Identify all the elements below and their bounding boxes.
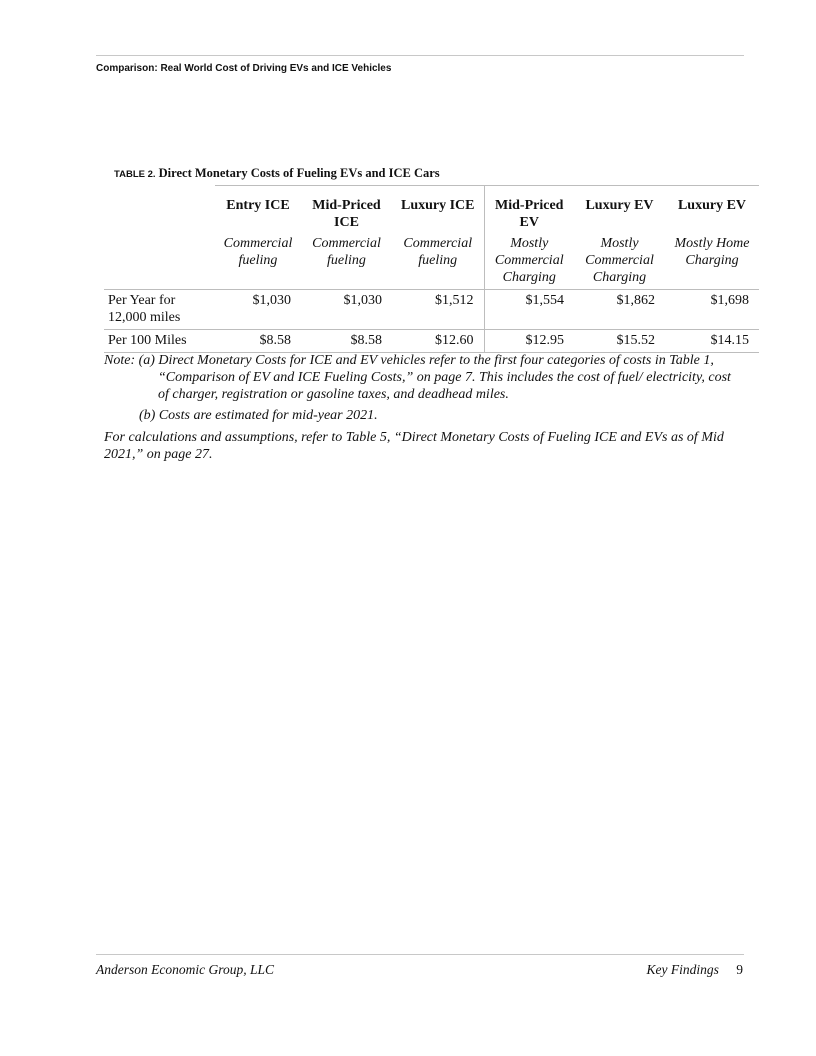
table-cell: $1,554 [484,290,574,330]
table-row [104,290,759,330]
column-subheader: Mostly Commercial Charging [585,236,654,285]
running-head: Comparison: Real World Cost of Driving EVs and ICE Vehicles [96,63,392,74]
column-subheader: Commercial fueling [312,236,381,268]
table-cell: $1,698 [665,290,759,330]
corner-cell [104,186,215,235]
column-header: Luxury EV [585,198,654,213]
table-cell: $1,030 [301,290,392,330]
column-subheader-row [104,235,759,290]
footer-section: Key Findings [646,962,719,977]
row-label: Per Year for 12,000 miles [104,290,215,330]
note-b: (b) Costs are estimated for mid-year 2021. [139,408,378,423]
column-header-row [104,186,759,235]
table-cell: $8.58 [301,330,392,353]
column-header: Entry ICE [226,198,290,213]
table-cell: $15.52 [574,330,665,353]
table-cell: $12.95 [484,330,574,353]
table-row [104,330,759,353]
table-notes [104,352,744,463]
table-caption-title: Direct Monetary Costs of Fueling EVs and ICE Cars [158,166,440,180]
table-caption-number: TABLE 2. [114,169,156,180]
reference-note: For calculations and assumptions, refer to Table 5, “Direct Monetary Costs of Fueling ICE and EVs as of Mid 2021,” on page 27. [104,430,724,462]
column-header: Mid-Priced ICE [312,198,381,230]
column-subheader: Commercial fueling [403,236,473,268]
column-subheader: Mostly Commercial Charging [484,235,574,290]
footer-right [647,962,744,978]
table-cell: $1,030 [215,290,301,330]
row-label: Per 100 Miles [104,330,215,353]
footer-rule [96,954,744,955]
table-cell: $1,512 [392,290,484,330]
table-cell: $14.15 [665,330,759,353]
note-a: Note: (a) Direct Monetary Costs for ICE and EV vehicles refer to the first four categories of costs in Table 1, “Comparison of EV and ICE Fueling Costs,” on page 7. This includes the cost of fuel/ electricity, cost of charger, registration or gasoline taxes, and deadhead miles. [104,353,731,402]
footer-organization: Anderson Economic Group, LLC [96,962,274,977]
costs-table [104,185,759,353]
column-subheader: Commercial fueling [223,236,293,268]
table-caption [114,166,440,181]
column-header: Mid-Priced EV [484,186,574,235]
table-cell: $1,862 [574,290,665,330]
column-subheader: Mostly Home Charging [674,236,750,268]
column-header: Luxury ICE [400,198,475,213]
header-rule [96,55,744,56]
column-header: Luxury EV [677,198,747,213]
page-number: 9 [736,962,743,977]
table-cell: $12.60 [392,330,484,353]
table-cell: $8.58 [215,330,301,353]
